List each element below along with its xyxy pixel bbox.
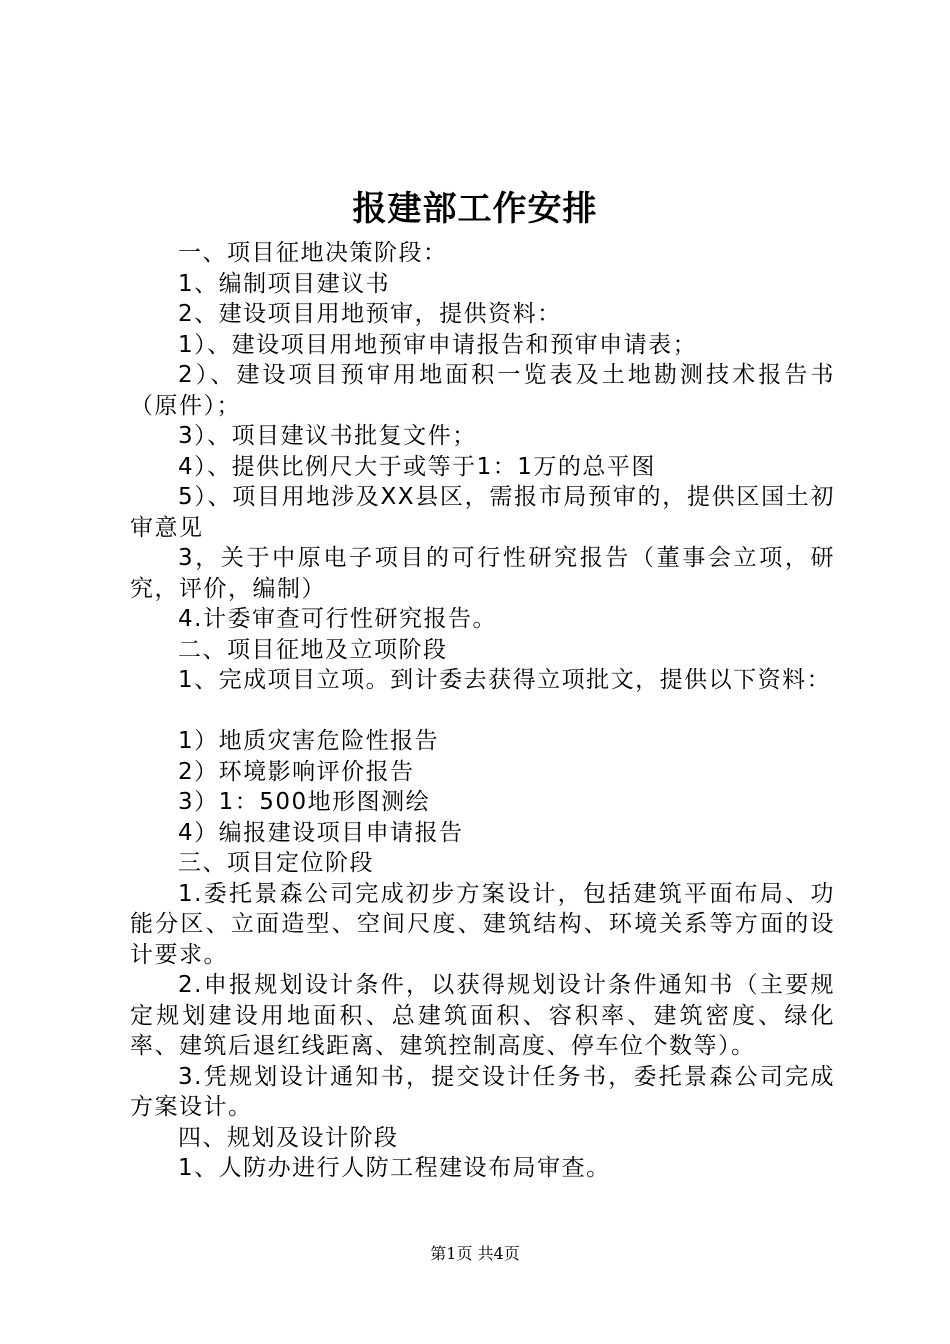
section-heading-2: 二、项目征地及立项阶段 bbox=[178, 636, 448, 663]
section-heading-4: 四、规划及设计阶段 bbox=[178, 1124, 399, 1151]
paragraph: 1）地质灾害危险性报告 bbox=[178, 728, 440, 754]
section-heading-1: 一、项目征地决策阶段： bbox=[178, 240, 448, 266]
paragraph: 1、完成项目立项。到计委去获得立项批文，提供以下资料： bbox=[178, 667, 832, 693]
paragraph: 4）、提供比例尺大于或等于1：1万的总平图 bbox=[178, 453, 656, 480]
paragraph: 3，关于中原电子项目的可行性研究报告（董事会立项，研究，评价，编制） bbox=[130, 545, 835, 602]
page-number-footer: 第1页 共4页 bbox=[430, 1244, 520, 1263]
paragraph: 2）环境影响评价报告 bbox=[178, 758, 415, 785]
paragraph: 5）、项目用地涉及XX县区，需报市局预审的，提供区国土初审意见 bbox=[130, 484, 835, 541]
paragraph: 4）编报建设项目申请报告 bbox=[178, 819, 464, 846]
paragraph: 3）1：500地形图测绘 bbox=[178, 789, 431, 815]
blank-line bbox=[130, 696, 835, 727]
paragraph: 4.计委审查可行性研究报告。 bbox=[178, 606, 497, 632]
paragraph: 3）、项目建议书批复文件； bbox=[178, 423, 477, 449]
paragraph: 2.申报规划设计条件，以获得规划设计条件通知书（主要规定规划建设用地面积、总建筑面积、容积率、建筑密度、绿化率、建筑后退红线距离、建筑控制高度、停车位个数等）。 bbox=[130, 972, 835, 1059]
paragraph: 1、人防办进行人防工程建设布局审查。 bbox=[178, 1155, 611, 1181]
paragraph: 3.凭规划设计通知书，提交设计任务书，委托景森公司完成方案设计。 bbox=[130, 1063, 835, 1120]
paragraph: 1）、建设项目用地预审申请报告和预审申请表； bbox=[178, 331, 698, 358]
document-body bbox=[130, 238, 835, 1184]
section-heading-3: 三、项目定位阶段 bbox=[178, 850, 374, 876]
document-title: 报建部工作安排 bbox=[352, 189, 598, 229]
paragraph: 1、编制项目建议书 bbox=[178, 270, 391, 297]
paragraph: 1.委托景森公司完成初步方案设计，包括建筑平面布局、功能分区、立面造型、空间尺度、建筑结构、环境关系等方面的设计要求。 bbox=[130, 880, 835, 968]
paragraph: 2、建设项目用地预审，提供资料： bbox=[178, 301, 562, 327]
paragraph: 2）、建设项目预审用地面积一览表及土地勘测技术报告书（原件）； bbox=[130, 362, 835, 419]
